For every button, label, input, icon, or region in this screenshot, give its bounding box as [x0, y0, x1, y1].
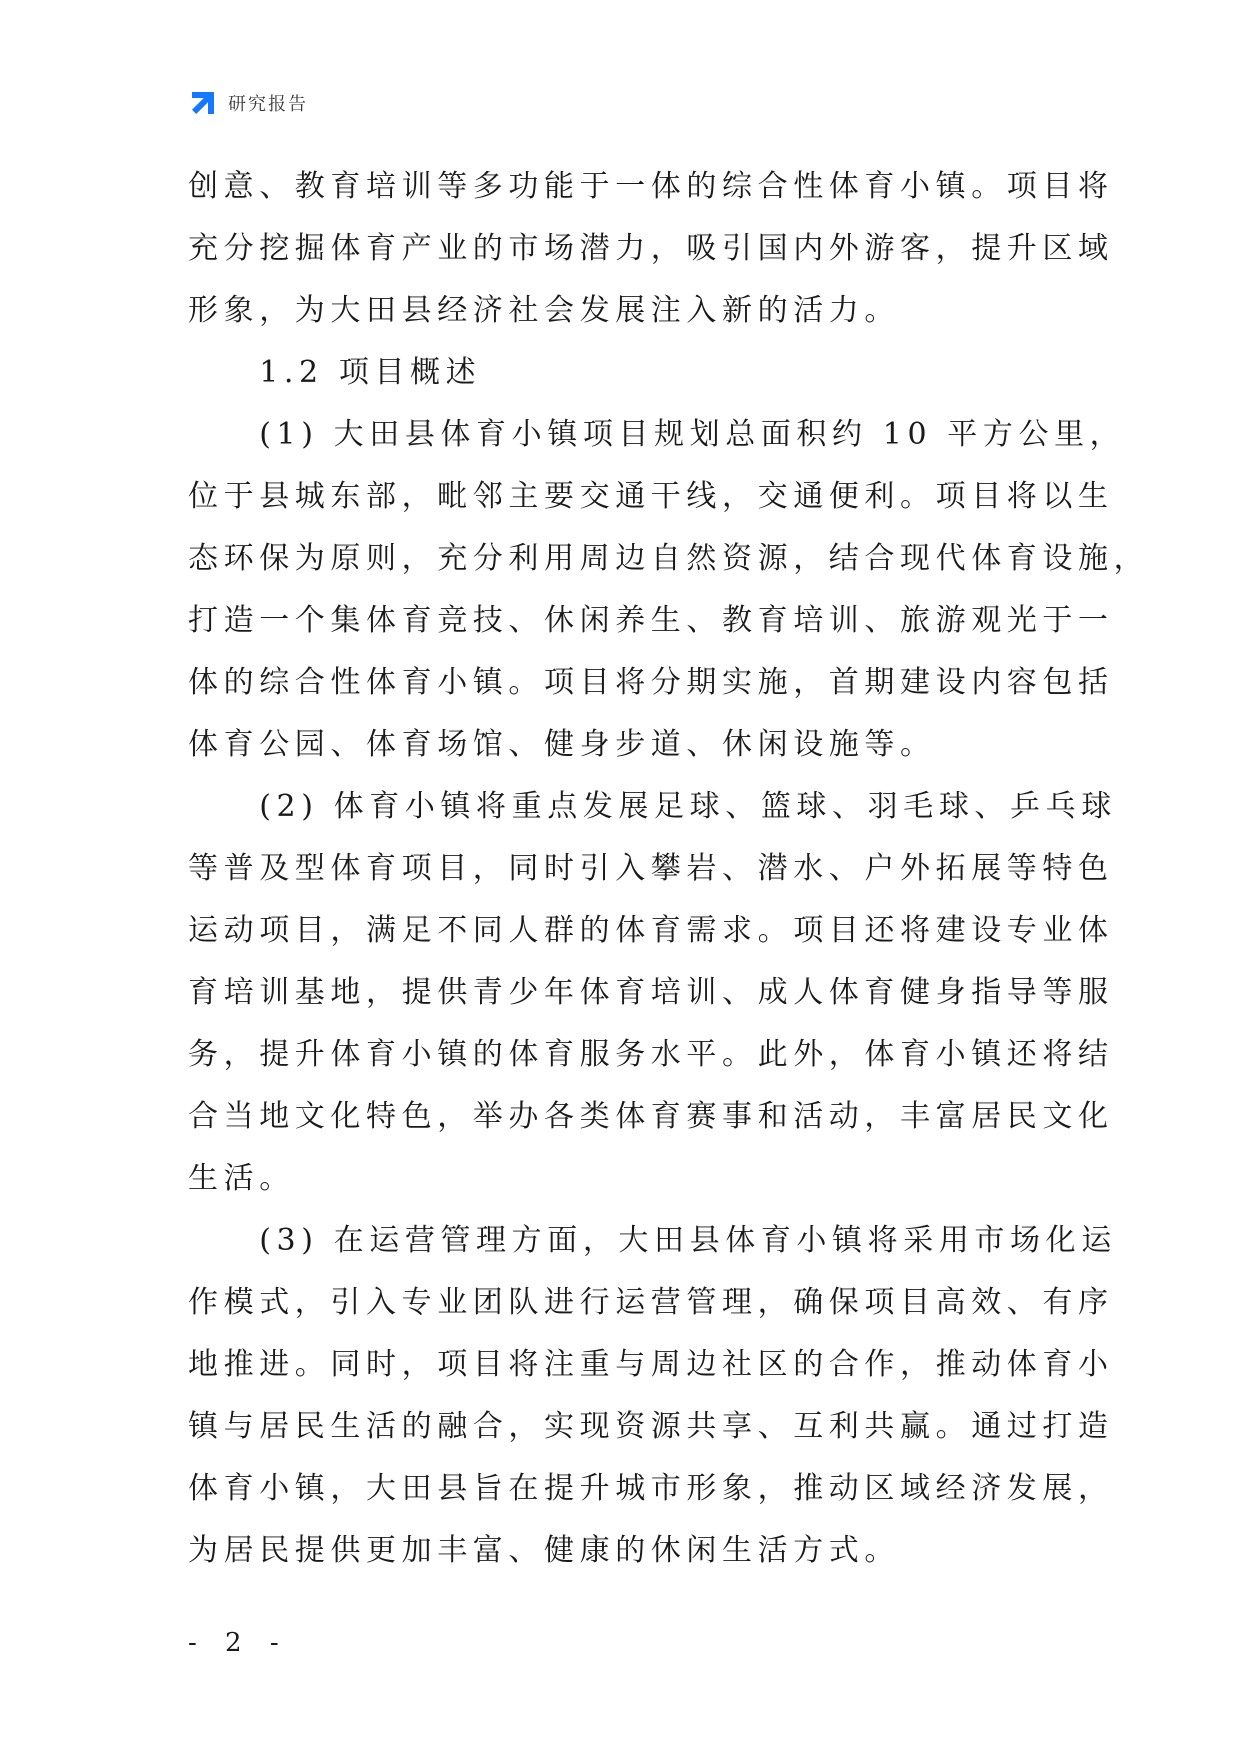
section-heading: 1.2 项目概述 [188, 355, 482, 390]
text-line: 打造一个集体育竞技、休闲养生、教育培训、旅游观光于一 [188, 603, 1114, 638]
page-number: - 2 - [188, 1628, 289, 1658]
text-line: (1) 大田县体育小镇项目规划总面积约 10 平方公里， [188, 417, 1126, 452]
text-line: 形象，为大田县经济社会发展注入新的活力。 [188, 293, 900, 328]
text-line: 体的综合性体育小镇。项目将分期实施，首期建设内容包括 [188, 665, 1114, 700]
text-line: (3) 在运营管理方面，大田县体育小镇将采用市场化运 [188, 1223, 1117, 1258]
text-line: 作模式，引入专业团队进行运营管理，确保项目高效、有序 [188, 1285, 1114, 1320]
text-line: 运动项目，满足不同人群的体育需求。项目还将建设专业体 [188, 913, 1114, 948]
text-line: 合当地文化特色，举办各类体育赛事和活动，丰富居民文化 [188, 1099, 1114, 1134]
arrow-up-right-icon [188, 88, 218, 118]
page-header [188, 88, 308, 118]
text-line: 体育公园、体育场馆、健身步道、休闲设施等。 [188, 727, 936, 762]
text-line: 务，提升体育小镇的体育服务水平。此外，体育小镇还将结 [188, 1037, 1114, 1072]
text-line: 态环保为原则，充分利用周边自然资源，结合现代体育设施， [188, 541, 1150, 576]
header-title: 研究报告 [228, 94, 308, 115]
text-line: 为居民提供更加丰富、健康的休闲生活方式。 [188, 1533, 900, 1568]
text-line: 等普及型体育项目，同时引入攀岩、潜水、户外拓展等特色 [188, 851, 1114, 886]
text-line: 镇与居民生活的融合，实现资源共享、互利共赢。通过打造 [188, 1409, 1114, 1444]
document-body [188, 156, 1150, 1582]
text-line: 体育小镇，大田县旨在提升城市形象，推动区域经济发展， [188, 1471, 1114, 1506]
text-line: (2) 体育小镇将重点发展足球、篮球、羽毛球、乒乓球 [188, 789, 1117, 824]
text-line: 充分挖掘体育产业的市场潜力，吸引国内外游客，提升区域 [188, 231, 1114, 266]
text-line: 创意、教育培训等多功能于一体的综合性体育小镇。项目将 [188, 169, 1114, 204]
text-line: 生活。 [188, 1161, 295, 1196]
text-line: 育培训基地，提供青少年体育培训、成人体育健身指导等服 [188, 975, 1114, 1010]
text-line: 地推进。同时，项目将注重与周边社区的合作，推动体育小 [188, 1347, 1114, 1382]
text-line: 位于县城东部，毗邻主要交通干线，交通便利。项目将以生 [188, 479, 1114, 514]
